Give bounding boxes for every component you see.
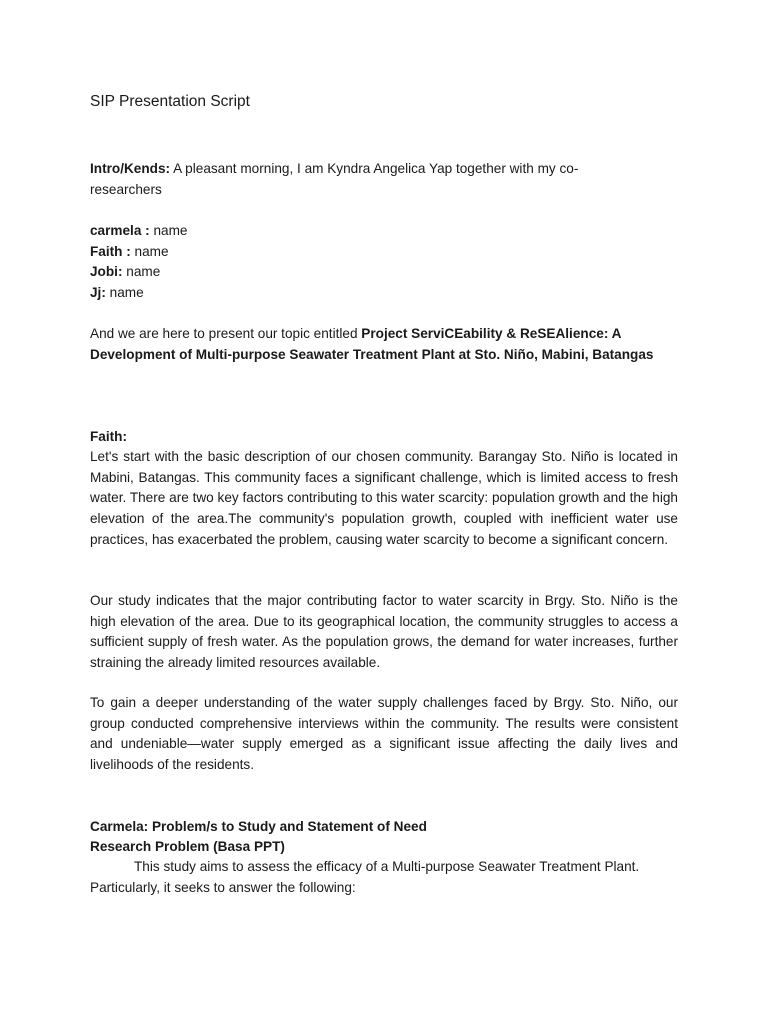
faith-paragraph-1: Let's start with the basic description of our chosen community. Barangay Sto. Niño is located in Mabini, Batangas. This community faces a significant challenge, which is limited access to fresh water. There are two key factors contributing to this water scarcity: population growth and the high elevation of the area.The community's population growth, coupled with inefficient water use practices, has exacerbated the problem, causing water scarcity to become a significant concern. (90, 449, 678, 547)
carmela-subheading: Research Problem (Basa PPT) (90, 839, 285, 854)
researcher-item (90, 242, 678, 263)
faith-paragraph-2: Our study indicates that the major contributing factor to water scarcity in Brgy. Sto. Niño is the high elevation of the area. Due to its geographical location, the community struggles to access a sufficient supply of fresh water. As the population grows, the demand for water increases, further straining the already limited resources available. (90, 593, 678, 671)
researcher-list (90, 221, 678, 304)
intro-text: A pleasant morning, I am Kyndra Angelica Yap together with my co-researchers (90, 161, 579, 197)
topic-lead: And we are here to present our topic entitled (90, 326, 362, 341)
faith-paragraph-3: To gain a deeper understanding of the water supply challenges faced by Brgy. Sto. Niño, our group conducted comprehensive interviews within the community. The results were consistent and undeniable—water supply emerged as a significant issue affecting the daily lives and livelihoods of the residents. (90, 695, 678, 773)
intro-paragraph (90, 159, 630, 200)
researcher-label: Faith : (90, 243, 131, 259)
topic-paragraph (90, 324, 674, 365)
faith-label: Faith: (90, 429, 127, 444)
topic-title: Project ServiCEability & ReSEAlience: A Development of Multi-purpose Seawater Treatment Plant at Sto. Niño, Mabini, Batangas (90, 326, 654, 362)
researcher-value: name (122, 264, 161, 280)
intro-label: Intro/Kends: (90, 161, 171, 176)
researcher-label: Jobi: (90, 264, 123, 280)
researcher-label: Jj: (90, 285, 106, 301)
researcher-item (90, 221, 678, 242)
researcher-item (90, 283, 678, 304)
researcher-label: carmela : (90, 223, 150, 238)
carmela-paragraph (90, 857, 670, 898)
document-title: SIP Presentation Script (90, 93, 250, 110)
researcher-value: name (149, 223, 188, 238)
researcher-value: name (105, 285, 144, 301)
carmela-heading: Carmela: Problem/s to Study and Statement of Need (90, 819, 427, 834)
carmela-text: This study aims to assess the efficacy of a Multi-purpose Seawater Treatment Plant. Particularly, it seeks to answer the following: (90, 859, 640, 895)
researcher-value: name (130, 243, 169, 259)
researcher-item (90, 262, 678, 283)
